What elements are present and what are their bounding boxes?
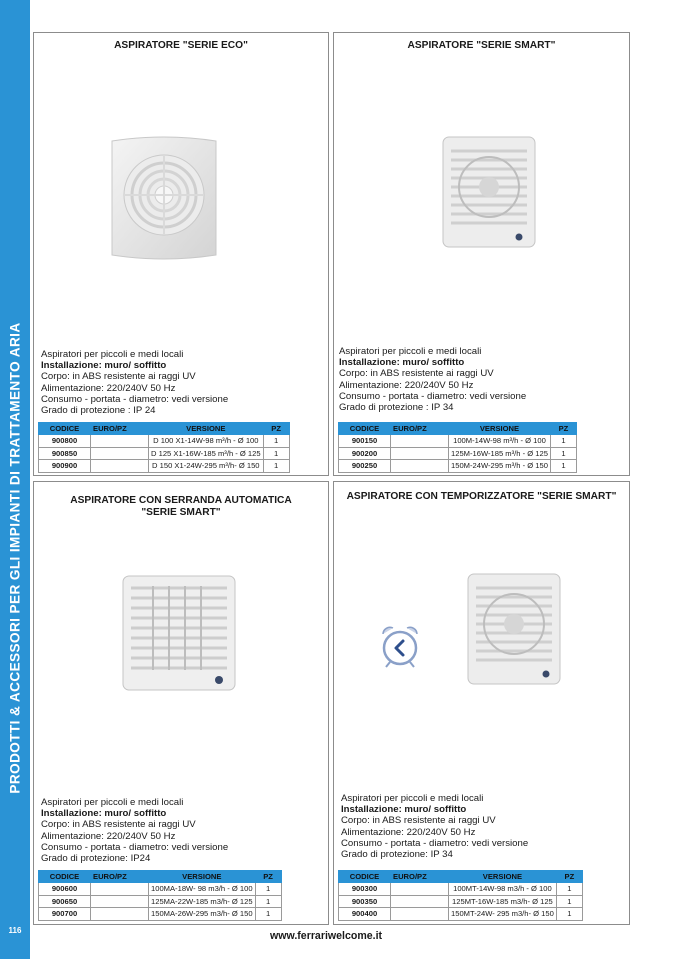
product-title: ASPIRATORE CON TEMPORIZZATORE "SERIE SMART" xyxy=(346,491,617,502)
fan-smart-icon xyxy=(439,133,539,251)
alarm-clock-icon xyxy=(380,624,420,668)
table-row: 900600 100MA-18W- 98 m3/h - Ø 100 1 xyxy=(39,883,282,896)
product-description: Aspiratori per piccoli e medi locali Installazione: muro/ soffitto Corpo: in ABS resistente ai raggi UV Alimentazione: 220/240V 50 Hz Consumo - portata - diametro: vedi versione Grado di protezione : IP 24 xyxy=(41,349,229,417)
table-row: 900650 125MA-22W-185 m3/h- Ø 125 1 xyxy=(39,895,282,908)
product-title: ASPIRATORE "SERIE SMART" xyxy=(407,40,556,51)
website-link[interactable]: www.ferrariwelcome.it xyxy=(270,930,383,942)
table-row: 900350 125MT-16W-185 m3/h- Ø 125 1 xyxy=(339,895,583,908)
product-description: Aspiratori per piccoli e medi locali Installazione: muro/ soffitto Corpo: in ABS resistente ai raggi UV Alimentazione: 220/240V 50 Hz Consumo - portata - diametro: vedi versione Grado di protezione: IP 34 xyxy=(341,793,529,861)
fan-timer-icon xyxy=(464,570,564,688)
table-row: 900400 150MT-24W- 295 m3/h- Ø 150 1 xyxy=(339,908,583,921)
product-panel-smart xyxy=(333,32,630,476)
product-description: Aspiratori per piccoli e medi locali Installazione: muro/ soffitto Corpo: in ABS resistente ai raggi UV Alimentazione: 220/240V 50 Hz Consumo - portata - diametro: vedi versione Grado di protezione: IP24 xyxy=(41,797,229,865)
table-row: 900300 100MT-14W-98 m3/h - Ø 100 1 xyxy=(339,883,583,896)
product-title: ASPIRATORE "SERIE ECO" xyxy=(114,40,248,51)
table-row: 900850 D 125 X1-16W-185 m³/h - Ø 125 1 xyxy=(39,447,290,460)
product-panel-timer xyxy=(333,481,630,925)
product-panel-eco xyxy=(33,32,329,476)
product-title: ASPIRATORE CON SERRANDA AUTOMATICA "SERIE SMART" xyxy=(70,495,292,518)
product-table: CODICE EURO/PZ VERSIONE PZ 900600 100MA-18W- 98 m3/h - Ø 100 1 900650 125MA-22W-185 m3/h- Ø 125 1 900700 150MA-26W-295 m3/h- Ø 150 1 xyxy=(38,870,282,921)
product-table: CODICE EURO/PZ VERSIONE PZ 900300 100MT-14W-98 m3/h - Ø 100 1 900350 125MT-16W-185 m3/h- Ø 125 1 900400 150MT-24W- 295 m3/h- Ø 150 1 xyxy=(338,870,583,921)
table-row: 900700 150MA-26W-295 m3/h- Ø 150 1 xyxy=(39,908,282,921)
table-row: 900200 125M-16W-185 m³/h - Ø 125 1 xyxy=(339,447,577,460)
fan-shutter-icon xyxy=(119,572,239,694)
table-row: 900250 150M-24W-295 m³/h - Ø 150 1 xyxy=(339,460,577,473)
section-title: PRODOTTI & ACCESSORI PER GLI IMPIANTI DI TRATTAMENTO ARIA xyxy=(7,322,23,794)
table-row: 900900 D 150 X1-24W-295 m³/h- Ø 150 1 xyxy=(39,460,290,473)
sidebar xyxy=(0,0,30,959)
product-table: CODICE EURO/PZ VERSIONE PZ 900150 100M-14W-98 m³/h - Ø 100 1 900200 125M-16W-185 m³/h - Ø 125 1 900250 150M-24W-295 m³/h - Ø 150 1 xyxy=(338,422,577,473)
page-number: 116 xyxy=(8,926,22,935)
table-row: 900150 100M-14W-98 m³/h - Ø 100 1 xyxy=(339,435,577,448)
table-row: 900800 D 100 X1-14W-98 m³/h - Ø 100 1 xyxy=(39,435,290,448)
fan-eco-icon xyxy=(104,133,224,263)
product-panel-shutter xyxy=(33,481,329,925)
product-description: Aspiratori per piccoli e medi locali Installazione: muro/ soffitto Corpo: in ABS resistente ai raggi UV Alimentazione: 220/240V 50 Hz Consumo - portata - diametro: vedi versione Grado di protezione : IP 34 xyxy=(339,346,527,414)
product-table: CODICE EURO/PZ VERSIONE PZ 900800 D 100 X1-14W-98 m³/h - Ø 100 1 900850 D 125 X1-16W-185 m³/h - Ø 125 1 900900 D 150 X1-24W-295 m³/h- Ø 150 1 xyxy=(38,422,290,473)
